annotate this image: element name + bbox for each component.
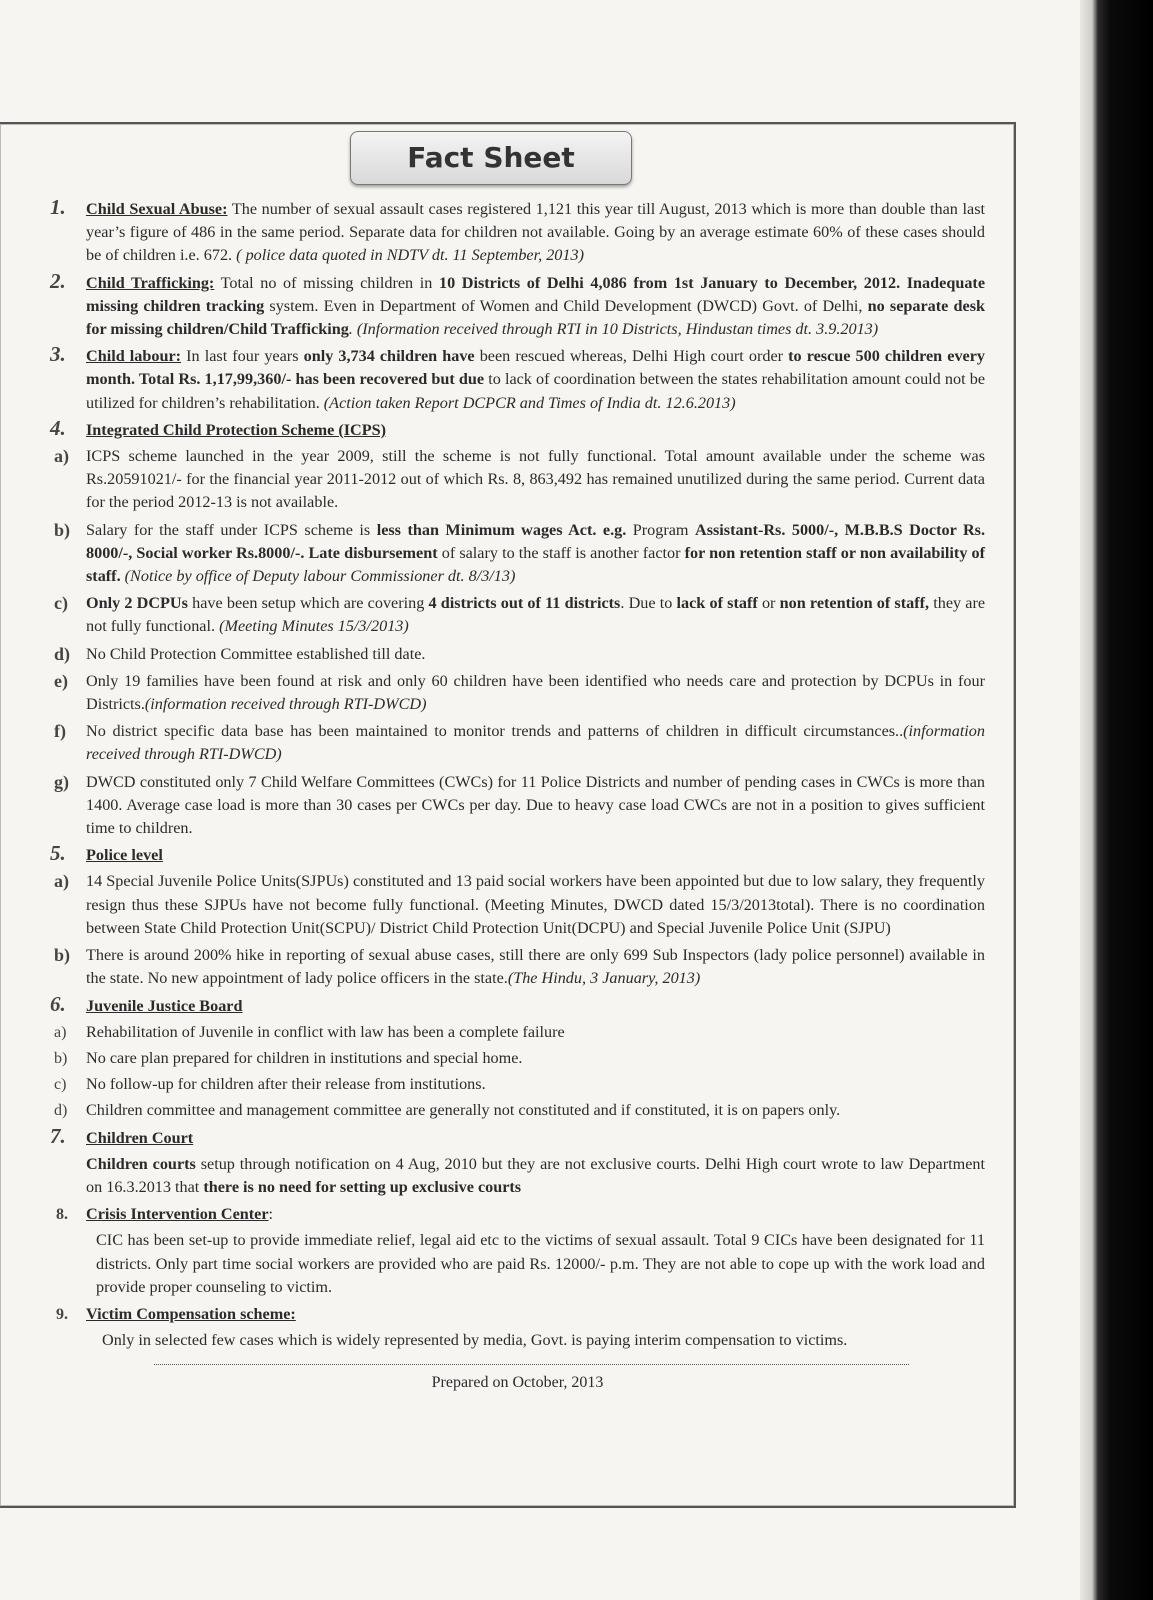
icps-item-c bbox=[50, 592, 985, 638]
page-title: Fact Sheet bbox=[350, 131, 632, 185]
item-text: Children committee and management committee are generally not constituted and if constituted, it is on papers only. bbox=[86, 1101, 841, 1120]
item-label: b) bbox=[54, 1049, 68, 1067]
item-text: ICPS scheme launched in the year 2009, still the scheme is not fully functional. Total amount available under the scheme was Rs.20591021/- for the financial year 2011-2012 out of which Rs. 8, 863,492 has remained unutilized during the same period. Current data for the period 2012-13 is not available. bbox=[86, 447, 985, 512]
section-number: 3. bbox=[50, 342, 66, 367]
item-source: (information received through RTI-DWCD) bbox=[86, 722, 985, 764]
section-heading: Child Sexual Abuse: bbox=[86, 200, 228, 218]
item-text: Salary for the staff under ICPS scheme is bbox=[86, 520, 371, 539]
item-label: g) bbox=[54, 771, 69, 792]
crisis-intervention-text bbox=[50, 1229, 985, 1299]
item-label: b) bbox=[54, 945, 71, 966]
item-text: No care plan prepared for children in institutions and special home. bbox=[86, 1048, 523, 1067]
icps-item-b bbox=[50, 519, 985, 589]
item-text: No follow-up for children after their release from institutions. bbox=[86, 1075, 486, 1094]
item-text: No district specific data base has been maintained to monitor trends and patterns of children in difficult circumstances.. bbox=[86, 722, 904, 741]
section-emphasis: to rescue 500 children every month. Total Rs. 1,17,99,360/- has been recovered but due bbox=[86, 347, 986, 389]
section-number: 2. bbox=[50, 268, 66, 293]
prepared-date: Prepared on October, 2013 bbox=[431, 1374, 604, 1392]
jjb-item-c bbox=[50, 1073, 985, 1096]
item-emphasis: lack of staff bbox=[676, 594, 758, 613]
item-emphasis: Assistant-Rs. 5000/-, M.B.B.S Doctor Rs. 8000/-, Social worker Rs.8000/-. Late disbursement bbox=[86, 520, 986, 562]
item-emphasis: non retention of staff, bbox=[779, 594, 930, 613]
section-heading: Children Court bbox=[86, 1128, 194, 1147]
victim-compensation-text bbox=[50, 1329, 985, 1352]
item-text: or bbox=[761, 594, 776, 613]
section-children-court bbox=[50, 1123, 985, 1150]
section-child-sexual-abuse bbox=[50, 195, 986, 268]
item-label: f) bbox=[54, 721, 66, 742]
item-label: a) bbox=[54, 1023, 67, 1041]
item-text: Rehabilitation of Juvenile in conflict with law has been a complete failure bbox=[86, 1022, 565, 1041]
section-text: system. Even in Department of Women and Child Development (DWCD) Govt. of Delhi, bbox=[269, 296, 863, 315]
jjb-item-d bbox=[50, 1099, 985, 1122]
item-text: There is around 200% hike in reporting of sexual abuse cases, still there are only 699 Sub Inspectors (lady police personnel) available in the state. No new appointment of lady police officers in the state. bbox=[86, 946, 985, 988]
item-label: d) bbox=[54, 1102, 68, 1120]
section-crisis-intervention bbox=[50, 1203, 985, 1226]
item-text: Program bbox=[632, 520, 689, 539]
section-text: setup through notification on 4 Aug, 2010 but they are not exclusive courts. Delhi High court wrote to law Department on 16.3.2013 that bbox=[86, 1154, 985, 1196]
item-source: (information received through RTI-DWCD) bbox=[144, 695, 427, 714]
dotted-divider bbox=[154, 1358, 909, 1365]
item-label: c) bbox=[54, 1076, 67, 1094]
section-child-trafficking bbox=[50, 268, 986, 342]
fact-sheet-content bbox=[50, 195, 986, 1395]
item-text: they are not fully functional. bbox=[86, 594, 986, 636]
icps-item-a bbox=[50, 445, 985, 515]
item-emphasis: 4 districts out of 11 districts bbox=[428, 594, 621, 613]
jjb-item-b bbox=[50, 1047, 985, 1070]
section-heading: Child Trafficking: bbox=[86, 273, 215, 292]
item-text: 14 Special Juvenile Police Units(SJPUs) constituted and 13 paid social workers have been appointed but due to low salary, they frequently resign thus these SJPUs have not become fully functional. (Meeting Minutes, DWCD dated 15/3/2013total). There is no coordination between State Child Protection Unit(SCPU)/ District Child Protection Unit(DCPU) and Special Juvenile Police Unit (SJPU) bbox=[86, 872, 985, 937]
section-emphasis: Children courts bbox=[86, 1154, 196, 1173]
item-label: a) bbox=[54, 446, 69, 467]
section-heading: Crisis Intervention Center bbox=[86, 1205, 269, 1224]
section-heading: Juvenile Justice Board bbox=[86, 996, 243, 1015]
item-label: c) bbox=[54, 593, 68, 614]
item-text: Only 19 families have been found at risk and only 60 children have been identified who needs care and protection by DCPUs in four Districts. bbox=[86, 671, 985, 714]
item-text: No Child Protection Committee established till date. bbox=[86, 644, 426, 663]
section-heading: Child labour: bbox=[86, 347, 182, 366]
section-emphasis: only 3,734 children have bbox=[303, 347, 475, 366]
item-text: . Due to bbox=[620, 594, 673, 613]
section-source: . (Information received through RTI in 10 Districts, Hindustan times dt. 3.9.2013) bbox=[348, 320, 879, 339]
section-number: 1. bbox=[50, 195, 66, 219]
section-text: to lack of coordination between the states rehabilitation amount could not be utilized for children’s rehabilitation. bbox=[86, 370, 986, 412]
scan-edge bbox=[1080, 0, 1153, 1600]
section-number: 4. bbox=[50, 415, 66, 440]
section-emphasis: no separate desk for missing children/Child Trafficking bbox=[86, 296, 986, 339]
section-number: 5. bbox=[50, 841, 66, 866]
section-text: been rescued whereas, Delhi High court order bbox=[479, 347, 784, 366]
heading-colon: : bbox=[268, 1205, 274, 1224]
section-heading: Victim Compensation scheme: bbox=[86, 1304, 296, 1323]
item-label: d) bbox=[54, 643, 71, 664]
item-source: (Meeting Minutes 15/3/2013) bbox=[219, 617, 409, 636]
icps-item-f bbox=[50, 720, 985, 766]
section-victim-compensation bbox=[50, 1303, 985, 1326]
section-child-labour bbox=[50, 342, 986, 415]
item-emphasis: Only 2 DCPUs bbox=[86, 594, 188, 613]
section-text: The number of sexual assault cases registered 1,121 this year till August, 2013 which is more than double than last year’s figure of 486 in the same period. Separate data for children not available. Going by an average estimate 60% of these cases should be of children i.e. 672. bbox=[86, 200, 986, 265]
section-icps bbox=[50, 415, 985, 442]
icps-item-e bbox=[50, 670, 985, 716]
item-text: DWCD constituted only 7 Child Welfare Committees (CWCs) for 11 Police Districts and number of pending cases in CWCs is more than 1400. Average case load is more than 30 cases per CWCs per day. Due to heavy case load CWCs are not in a position to gives sufficient time to children. bbox=[86, 772, 985, 838]
item-source: (Notice by office of Deputy labour Commissioner dt. 8/3/13) bbox=[124, 567, 516, 586]
jjb-item-a bbox=[50, 1021, 985, 1044]
police-item-a bbox=[50, 870, 985, 940]
section-text: Total no of missing children in bbox=[220, 273, 433, 292]
section-heading: Police level bbox=[86, 846, 163, 865]
section-text: Only in selected few cases which is widely represented by media, Govt. is paying interim compensation to victims. bbox=[102, 1331, 848, 1350]
item-label: e) bbox=[54, 670, 68, 691]
icps-item-d bbox=[50, 643, 985, 666]
item-label: b) bbox=[54, 519, 71, 540]
section-source: ( police data quoted in NDTV dt. 11 September, 2013) bbox=[236, 246, 584, 265]
section-text: CIC has been set-up to provide immediate relief, legal aid etc to the victims of sexual assault. Total 9 CICs have been designated for 11 districts. Only part time social workers are provided who are paid Rs. 12000/- p.m. They are not able to cope up with the work load and provide proper counseling to victim. bbox=[96, 1231, 985, 1296]
section-number: 9. bbox=[56, 1305, 68, 1323]
icps-item-g bbox=[50, 771, 985, 841]
section-text: In last four years bbox=[186, 347, 299, 366]
police-item-b bbox=[50, 944, 985, 990]
section-police-level bbox=[50, 841, 985, 867]
section-juvenile-justice-board bbox=[50, 991, 985, 1018]
section-emphasis: there is no need for setting up exclusive courts bbox=[203, 1177, 522, 1196]
item-emphasis: less than Minimum wages Act. e.g. bbox=[376, 520, 627, 539]
section-heading: Integrated Child Protection Scheme (ICPS) bbox=[86, 420, 387, 439]
section-source: (Action taken Report DCPCR and Times of India dt. 12.6.2013) bbox=[323, 393, 736, 412]
section-number: 8. bbox=[56, 1206, 68, 1224]
item-text: have been setup which are covering bbox=[192, 594, 425, 613]
section-number: 7. bbox=[50, 1123, 66, 1148]
section-emphasis: 10 Districts of Delhi 4,086 from 1st January to December, 2012. Inadequate missing children tracking bbox=[86, 273, 986, 315]
children-court-text bbox=[50, 1153, 985, 1199]
item-label: a) bbox=[54, 871, 69, 892]
item-source: (The Hindu, 3 January, 2013) bbox=[507, 969, 701, 988]
section-number: 6. bbox=[50, 991, 66, 1016]
item-emphasis: for non retention staff or non availability of staff. bbox=[86, 543, 986, 586]
item-text: of salary to the staff is another factor bbox=[441, 543, 681, 562]
